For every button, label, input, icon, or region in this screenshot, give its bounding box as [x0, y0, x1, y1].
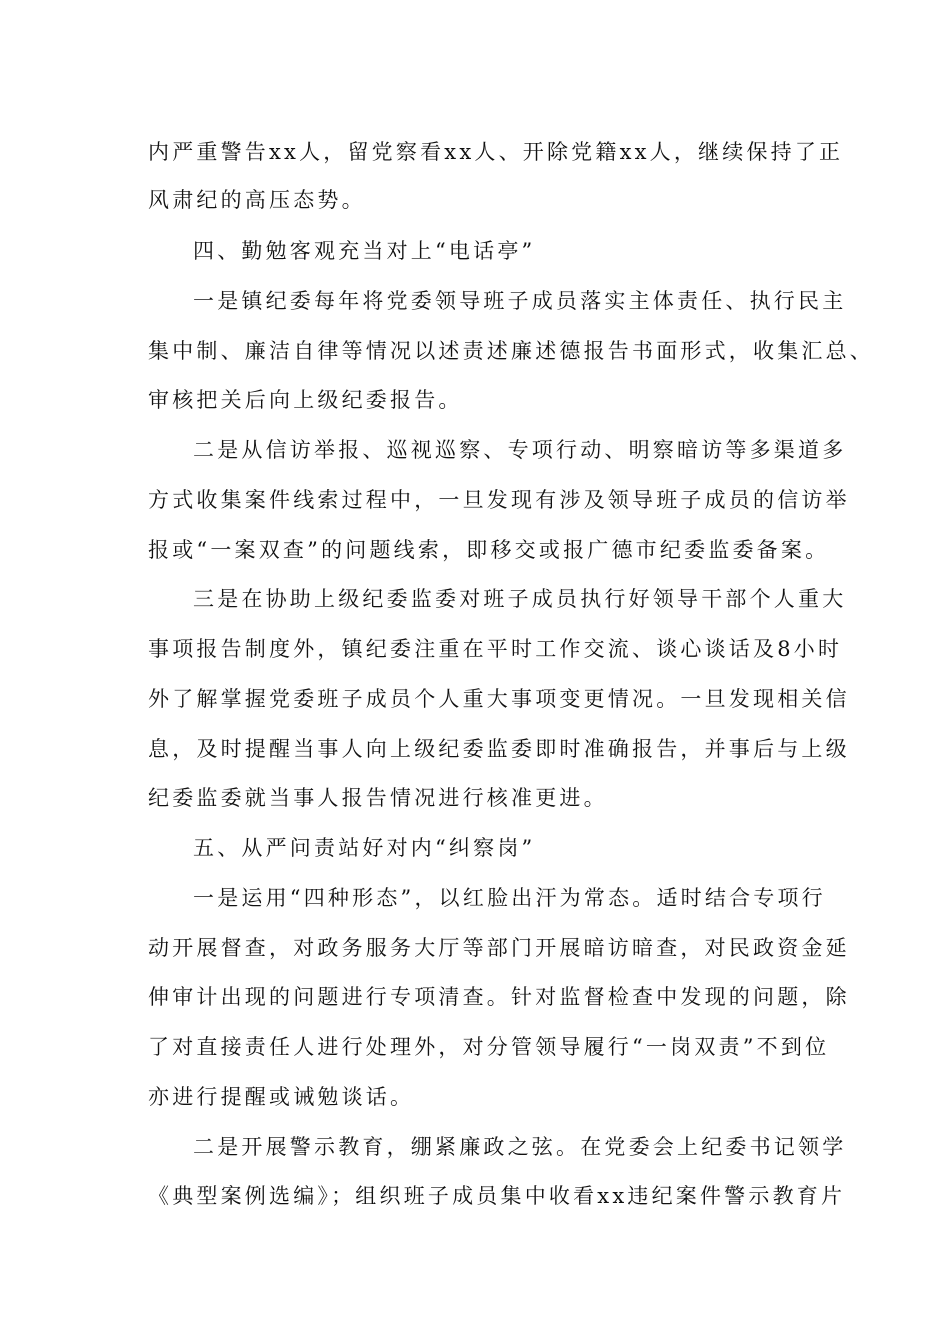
section-heading: 五、从严问责站好对内“纠察岗” [193, 836, 536, 860]
text-line: 集中制、廉洁自律等情况以述责述廉述德报告书面形式，收集汇总、 [148, 339, 874, 363]
text-line: 了对直接责任人进行处理外，对分管领导履行“一岗双责”不到位 [148, 1035, 830, 1059]
text-line: 风肃纪的高压态势。 [148, 188, 366, 212]
paragraph-line: 二是从信访举报、巡视巡察、专项行动、明察暗访等多渠道多 [193, 438, 847, 462]
text-line: 伸审计出现的问题进行专项清查。针对监督检查中发现的问题，除 [148, 985, 850, 1009]
text-line: 内严重警告xx人，留党察看xx人、开除党籍xx人，继续保持了正 [148, 140, 844, 164]
text-line: 外了解掌握党委班子成员个人重大事项变更情况。一旦发现相关信 [148, 687, 850, 711]
paragraph-line: 三是在协助上级纪委监委对班子成员执行好领导干部个人重大 [193, 587, 847, 611]
text-line: 报或“一案双查”的问题线索，即移交或报广德市纪委监委备案。 [148, 538, 830, 562]
text-line: 《典型案例选编》；组织班子成员集中收看xx违纪案件警示教育片 [148, 1184, 846, 1208]
text-line: 审核把关后向上级纪委报告。 [148, 388, 463, 412]
text-line: 方式收集案件线索过程中，一旦发现有涉及领导班子成员的信访举 [148, 488, 850, 512]
text-line: 息，及时提醒当事人向上级纪委监委即时准确报告，并事后与上级 [148, 737, 850, 761]
text-line: 事项报告制度外，镇纪委注重在平时工作交流、谈心谈话及8小时 [148, 637, 843, 661]
paragraph-line: 二是开展警示教育，绷紧廉政之弦。在党委会上纪委书记领学 [193, 1135, 847, 1159]
text-line: 纪委监委就当事人报告情况进行核准更进。 [148, 786, 608, 810]
section-heading: 四、勤勉客观充当对上“电话亭” [193, 239, 536, 263]
paragraph-line: 一是镇纪委每年将党委领导班子成员落实主体责任、执行民主 [193, 289, 847, 313]
paragraph-line: 一是运用“四种形态”，以红脸出汗为常态。适时结合专项行 [193, 886, 826, 910]
text-line: 亦进行提醒或诫勉谈话。 [148, 1085, 415, 1109]
text-line: 动开展督查，对政务服务大厅等部门开展暗访暗查，对民政资金延 [148, 936, 850, 960]
